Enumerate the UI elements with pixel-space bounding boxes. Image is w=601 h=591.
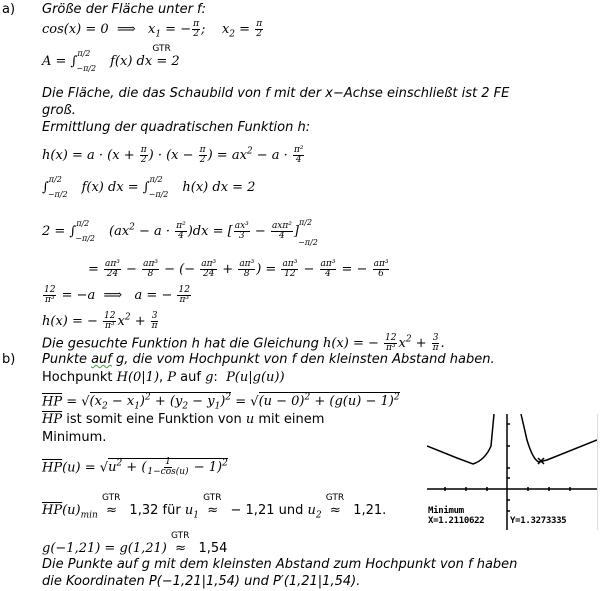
conclusion-b-1: Die Punkte auf g mit dem kleinsten Abstand zum Hochpunkt von f haben — [42, 557, 518, 572]
hochpunkt-line: Hochpunkt H(0|1), P auf g: P(u|g(u)) — [42, 370, 285, 385]
g-value: 1,54 — [198, 541, 228, 556]
gtr-tag-4: GTR — [171, 531, 190, 541]
part-b-heading: Punkte auf g, die vom Hochpunkt von f den kleinsten Abstand haben. — [42, 352, 495, 367]
h-result: h(x) = − $\frac{12}{\text{π³}}$ $x^2$ + $\frac{3}{\pi}$ — [42, 311, 158, 332]
min-line: $\overline{HP}(u)_{min}$ GTR ≈ 1,32 für $u_1$ GTR ≈ − 1,21 und $u_2$ GTR ≈ 1,21. — [42, 503, 386, 524]
conclusion-a-text: Die gesuchte Funktion h hat die Gleichung — [42, 336, 319, 352]
calc-y-value: Y=1.3273335 — [510, 516, 567, 526]
gtr-tag-2: GTR — [203, 493, 222, 503]
integral-expansion: 2 = ∫$^{\pi/2}_{-\pi/2}$ ($ax^2 - a$ · $\frac{\text{π²}}{4}$ )dx = [ $\frac{\text{ax³}}{3}$ − $\frac{\text{axπ²}}{4}$ ]$^{\pi/2}_{-\pi/2}$ — [42, 218, 318, 248]
conclusion-a: Die gesuchte Funktion h hat die Gleichung h(x) = − $\frac{12}{\text{π³}}$ $x^2$ + $\frac{3}{\pi}$ . — [42, 333, 445, 354]
hp-u-formula: $\overline{HP}(u) = √u^2$ + ( $\frac{1}{1-\cos(u)}$ − 1)$^2$ — [42, 457, 228, 478]
gtr-tag: GTR — [152, 44, 171, 54]
u1-value: − 1,21 — [230, 503, 275, 518]
function-text-2: Minimum. — [42, 430, 107, 445]
integral-equality: ∫$^{\pi/2}_{-\pi/2}$ f(x) dx = ∫$^{\pi/2}_{-\pi/2}$ h(x) dx = 2 — [42, 175, 256, 199]
und-text: und — [278, 503, 304, 518]
u2-value: 1,21. — [353, 503, 387, 518]
part-b-label: b) — [2, 352, 16, 367]
gtr-tag-1: GTR — [101, 493, 121, 503]
part-a-heading: Größe der Fläche unter f: — [42, 2, 206, 17]
gtr-tag-3: GTR — [325, 493, 345, 503]
calculator-screen — [427, 414, 598, 530]
h-definition: h(x) = a · (x + $\frac{\pi}{2}$ ) · (x − $\frac{\pi}{2}$ ) = $ax^2 - a$ · $\frac{\text{π²}}{4}$ — [42, 145, 304, 166]
function-text: $\overline{HP}$ ist somit eine Funktion von u mit einem — [42, 412, 325, 427]
integral-evaluation: = $\frac{\text{aπ³}}{24}$ − $\frac{\text{aπ³}}{8}$ − (− $\frac{\text{aπ³}}{24}$ + $\frac{\text{aπ³}}{8}$ ) = $\frac{\text{aπ³}}{12}$ − $\frac{\text{aπ³}}{4}$ = − $\frac{\text{aπ³}}{6}$ — [88, 259, 389, 279]
calc-minimum-label: Minimum — [428, 506, 464, 516]
area-sentence: Die Fläche, die das Schaubild von f mit der x−Achse einschließt ist 2 FE — [42, 86, 510, 101]
solve-a: $\frac{12}{\text{π³}}$ = −a ⟹ a = − $\frac{12}{\text{π³}}$ — [44, 285, 190, 305]
quad-heading: Ermittlung der quadratischen Funktion h: — [42, 120, 311, 135]
cos-equation: cos(x) = 0 ⟹ $x_1$ = − $\frac{\pi}{2}$ ; $x_2$ = $\frac{\pi}{2}$ — [42, 19, 263, 40]
part-a-label: a) — [2, 2, 16, 17]
area-sentence-cont: groß. — [42, 103, 76, 118]
fuer-text: für — [162, 503, 181, 518]
conclusion-b-2: die Koordinaten P(−1,21|1,54) und P′(1,21|1,54). — [42, 574, 361, 589]
distance-formula: $\overline{HP} = √(x_2 - x_1)^2 + (y_2 - y_1)^2 = √(u - 0)^2 + (g(u) - 1)^2$ — [42, 393, 400, 412]
hp-min-value: 1,32 — [129, 503, 159, 518]
g-line: g(−1,21) = g(1,21) GTR ≈ 1,54 — [42, 541, 227, 557]
area-integral: A = ∫$^{\pi/2}_{-\pi/2}$ f(x) dx GTR = 2 — [42, 54, 180, 71]
calc-x-value: X=1.2110622 — [428, 516, 485, 526]
